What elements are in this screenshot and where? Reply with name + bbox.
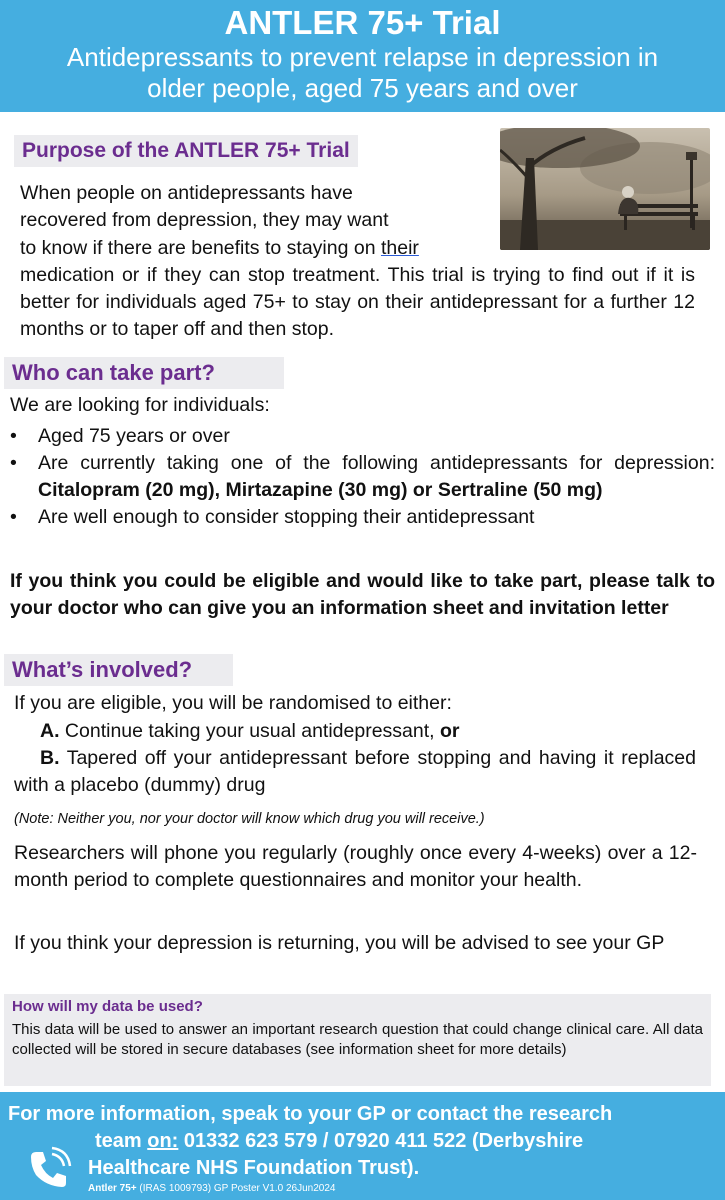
poster-version-details: (IRAS 1009793) GP Poster V1.0 26Jun2024 (136, 1183, 336, 1194)
criterion-medication: Are currently taking one of the following antidepressants for depression: (38, 452, 715, 474)
contact-line1: For more information, speak to your GP or contact the research (8, 1103, 613, 1125)
poster-version-trial: Antler 75+ (88, 1183, 137, 1194)
phone-followup-text: Researchers will phone you regularly (roughly once every 4-weeks) over a 12-month period to complete questionnaires and monitor your health. (14, 842, 697, 891)
list-item (10, 504, 715, 531)
criterion-age: Aged 75 years or over (38, 425, 230, 447)
contact-footer (0, 1092, 725, 1200)
purpose-heading: Purpose of the ANTLER 75+ Trial (14, 135, 358, 167)
contact-line2 (95, 1129, 583, 1154)
list-item (10, 450, 715, 504)
list-item (10, 423, 715, 450)
criterion-wellness: Are well enough to consider stopping their antidepressant (38, 506, 535, 528)
data-use-box (4, 994, 711, 1086)
purpose-line1: When people on antidepressants have (20, 182, 353, 204)
phone-icon (26, 1146, 72, 1192)
bullet-icon: • (10, 506, 17, 528)
who-intro: We are looking for individuals: (10, 394, 270, 416)
elderly-person-on-park-bench-photo (500, 128, 710, 250)
data-use-heading: How will my data be used? (12, 998, 203, 1015)
poster-subtitle-line1: Antidepressants to prevent relapse in depression in (66, 42, 659, 72)
purpose-line3-text: to know if there are benefits to staying on (20, 237, 381, 259)
bullet-icon: • (10, 425, 17, 447)
poster-subtitle-line2: older people, aged 75 years and over (147, 73, 578, 103)
purpose-line3-underlined: their (380, 237, 419, 259)
option-a (40, 718, 710, 745)
poster-version-info (88, 1183, 335, 1194)
who-criteria-list (10, 423, 715, 531)
blinding-note: (Note: Neither you, nor your doctor will know which drug you will receive.) (14, 811, 485, 827)
contact-line2-on: on: (147, 1130, 179, 1152)
eligibility-call-to-action: If you think you could be eligible and would like to take part, please talk to your doctor who can give you an information sheet and invitation letter (10, 570, 715, 619)
purpose-line3 (20, 235, 500, 262)
purpose-line2: recovered from depression, they may want (20, 209, 389, 231)
poster-title: ANTLER 75+ Trial (224, 4, 501, 41)
option-a-text: Continue taking your usual antidepressant, (59, 720, 440, 742)
option-b-text: Tapered off your antidepressant before stopping and having it replaced with a placebo (dummy) drug (14, 747, 696, 796)
data-use-text: This data will be used to answer an important research question that could change clinical care. All data collected will be stored in secure databases (see information sheet for more details) (12, 1021, 703, 1058)
relapse-advice-text: If you think your depression is returning, you will be advised to see your GP (14, 932, 665, 954)
park-bench-photo (500, 128, 710, 250)
involved-intro: If you are eligible, you will be randomised to either: (14, 692, 452, 714)
option-a-or: or (440, 720, 460, 742)
bullet-icon: • (10, 452, 17, 474)
contact-line3: Healthcare NHS Foundation Trust). (88, 1157, 420, 1179)
criterion-medication-drugs: Citalopram (20 mg), Mirtazapine (30 mg) or Sertraline (50 mg) (38, 479, 603, 501)
contact-line2-text: team (95, 1130, 148, 1152)
who-heading: Who can take part? (4, 357, 284, 389)
option-a-label: A. (40, 720, 60, 742)
header-banner (0, 0, 725, 112)
option-b (14, 745, 696, 799)
contact-phone-numbers: 01332 623 579 / 07920 411 522 (Derbyshire (178, 1130, 584, 1152)
involved-heading: What’s involved? (4, 654, 233, 686)
purpose-body: medication or if they can stop treatment. This trial is trying to find out if it is better for individuals aged 75+ to stay on their antidepressant for a further 12 months or to taper off and then stop. (20, 264, 695, 340)
option-b-label: B. (40, 747, 60, 769)
